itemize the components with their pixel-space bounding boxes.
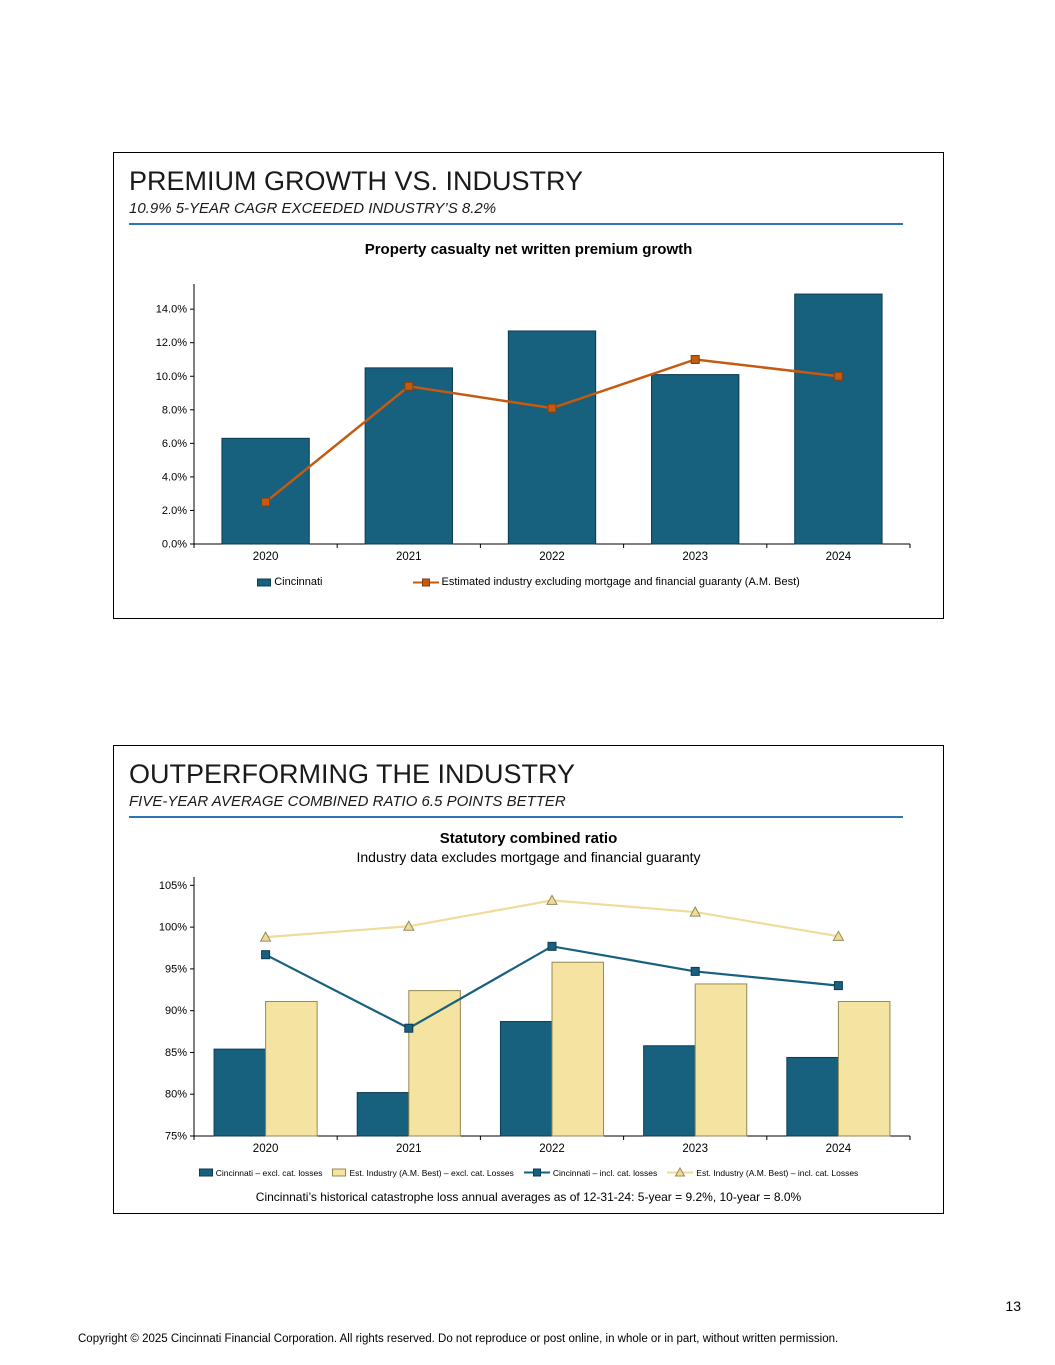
combined-ratio-chart bbox=[134, 869, 924, 1164]
chart-subtitle: Industry data excludes mortgage and financial guaranty bbox=[356, 849, 701, 866]
legend-label: Est. Industry (A.M. Best) – excl. cat. Losses bbox=[349, 1167, 514, 1178]
svg-text:100%: 100% bbox=[158, 921, 187, 934]
panel-title: PREMIUM GROWTH VS. INDUSTRY bbox=[129, 166, 584, 196]
svg-text:2022: 2022 bbox=[538, 551, 565, 564]
chart-legend bbox=[114, 1167, 943, 1178]
panel-combined-ratio bbox=[113, 745, 944, 1214]
svg-text:85%: 85% bbox=[164, 1046, 187, 1059]
svg-text:75%: 75% bbox=[164, 1130, 187, 1143]
svg-text:2023: 2023 bbox=[681, 1143, 708, 1156]
legend-item-industry-incl bbox=[667, 1167, 858, 1178]
svg-text:2020: 2020 bbox=[252, 1143, 278, 1156]
svg-text:4.0%: 4.0% bbox=[161, 471, 187, 484]
svg-text:10.0%: 10.0% bbox=[155, 370, 187, 383]
chart-legend bbox=[114, 576, 943, 588]
legend-swatch-line-triangle-icon bbox=[667, 1167, 693, 1178]
legend-label: Est. Industry (A.M. Best) – incl. cat. Losses bbox=[696, 1167, 859, 1178]
svg-text:80%: 80% bbox=[164, 1088, 187, 1101]
svg-text:12.0%: 12.0% bbox=[155, 337, 187, 350]
copyright-text: Copyright © 2025 Cincinnati Financial Corporation. All rights reserved. Do not reproduce or post online, in whole or in part, without written permission. bbox=[78, 1333, 839, 1345]
legend-swatch-bar-icon bbox=[332, 1167, 346, 1178]
panel-subtitle: 10.9% 5-YEAR CAGR EXCEEDED INDUSTRY’S 8.2% bbox=[129, 200, 497, 218]
page-number: 13 bbox=[1005, 1298, 1021, 1314]
legend-item-industry-excl bbox=[332, 1167, 513, 1178]
svg-text:2020: 2020 bbox=[252, 551, 278, 564]
legend-item-cincinnati-excl bbox=[199, 1167, 323, 1178]
svg-text:6.0%: 6.0% bbox=[161, 437, 187, 450]
legend-swatch-line-square-icon bbox=[413, 577, 439, 588]
svg-text:2022: 2022 bbox=[538, 1143, 565, 1156]
svg-text:2024: 2024 bbox=[825, 551, 851, 564]
legend-label: Cincinnati – excl. cat. losses bbox=[215, 1167, 323, 1178]
svg-text:2021: 2021 bbox=[395, 551, 422, 564]
svg-text:2023: 2023 bbox=[681, 551, 708, 564]
legend-swatch-bar-icon bbox=[257, 577, 271, 588]
svg-text:8.0%: 8.0% bbox=[161, 404, 187, 417]
legend-label: Cincinnati bbox=[274, 576, 323, 589]
legend-item-cincinnati bbox=[257, 576, 322, 588]
premium-growth-chart bbox=[134, 262, 924, 574]
legend-label: Cincinnati – incl. cat. losses bbox=[552, 1167, 658, 1178]
legend-item-industry bbox=[413, 576, 800, 588]
panel-subtitle: FIVE-YEAR AVERAGE COMBINED RATIO 6.5 POINTS BETTER bbox=[129, 793, 566, 811]
svg-text:105%: 105% bbox=[158, 879, 187, 892]
legend-swatch-line-square-icon bbox=[524, 1167, 550, 1178]
legend-item-cincinnati-incl bbox=[524, 1167, 657, 1178]
svg-text:90%: 90% bbox=[164, 1005, 187, 1018]
chart-title: Statutory combined ratio bbox=[439, 830, 618, 848]
chart-title: Property casualty net written premium growth bbox=[364, 241, 693, 259]
legend-label: Estimated industry excluding mortgage and financial guaranty (A.M. Best) bbox=[441, 576, 800, 589]
svg-text:2024: 2024 bbox=[825, 1143, 851, 1156]
legend-swatch-bar-icon bbox=[199, 1167, 213, 1178]
catastrophe-footnote: Cincinnati’s historical catastrophe loss annual averages as of 12-31-24: 5-year = 9.2%, 10-year = 8.0% bbox=[255, 1190, 802, 1205]
accent-divider bbox=[129, 223, 903, 225]
svg-text:0.0%: 0.0% bbox=[161, 538, 187, 551]
svg-text:14.0%: 14.0% bbox=[155, 303, 187, 316]
panel-title: OUTPERFORMING THE INDUSTRY bbox=[129, 759, 576, 789]
svg-text:95%: 95% bbox=[164, 963, 187, 976]
accent-divider bbox=[129, 816, 903, 818]
panel-premium-growth bbox=[113, 152, 944, 619]
svg-text:2.0%: 2.0% bbox=[161, 504, 187, 517]
svg-text:2021: 2021 bbox=[395, 1143, 422, 1156]
